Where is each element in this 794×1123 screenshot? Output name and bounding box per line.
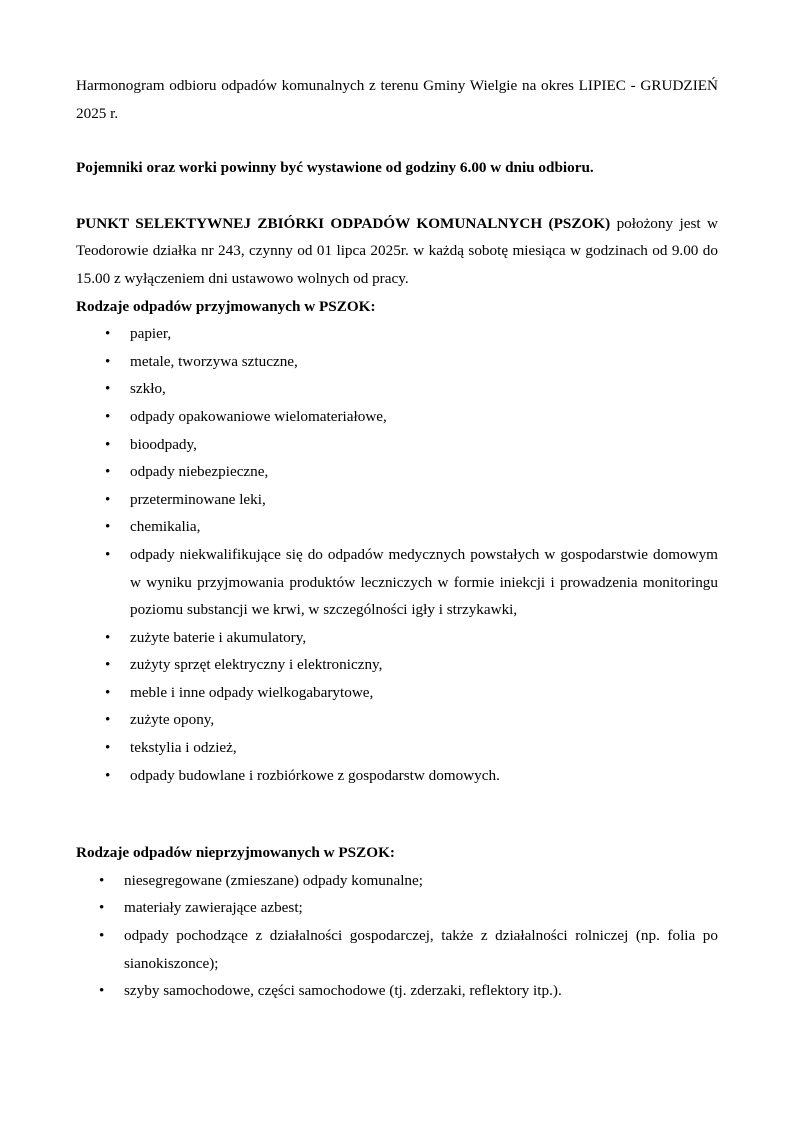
list-item	[76, 894, 718, 922]
list-item	[76, 375, 718, 403]
list-item	[76, 867, 718, 895]
accepted-heading: Rodzaje odpadów przyjmowanych w PSZOK:	[76, 297, 376, 315]
bullet-icon: •	[105, 352, 111, 370]
list-item-text: materiały zawierające azbest;	[124, 899, 303, 917]
bullet-icon: •	[105, 518, 111, 536]
list-item-text: bioodpady,	[130, 435, 197, 453]
schedule-intro: Harmonogram odbioru odpadów komunalnych z terenu Gminy Wielgie na okres LIPIEC - GRUDZIEŃ 2025 r.	[76, 77, 718, 122]
bullet-icon: •	[105, 711, 111, 729]
list-item	[76, 651, 718, 679]
bullet-icon: •	[105, 407, 111, 425]
list-item-text: odpady budowlane i rozbiórkowe z gospodarstw domowych.	[130, 766, 500, 784]
bullet-icon: •	[99, 927, 105, 945]
pszok-description: położony jest w Teodorowie działka nr 243, czynny od 01 lipca 2025r. w każdą sobotę miesiąca w godzinach od 9.00 do 15.00 z wyłączeniem dni ustawowo wolnych od pracy.	[76, 214, 718, 287]
list-item-text: odpady opakowaniowe wielomateriałowe,	[130, 407, 387, 425]
bullet-icon: •	[105, 463, 111, 481]
pszok-title: PUNKT SELEKTYWNEJ ZBIÓRKI ODPADÓW KOMUNALNYCH (PSZOK)	[76, 214, 611, 232]
bullet-icon: •	[105, 490, 111, 508]
list-item	[76, 320, 718, 348]
list-item-text: przeterminowane leki,	[130, 490, 266, 508]
bullet-icon: •	[99, 899, 105, 917]
list-item-text: niesegregowane (zmieszane) odpady komunalne;	[124, 871, 423, 889]
bullet-icon: •	[105, 380, 111, 398]
list-item	[76, 706, 718, 734]
bullet-icon: •	[105, 435, 111, 453]
list-item	[76, 431, 718, 459]
list-item	[76, 458, 718, 486]
bullet-icon: •	[99, 982, 105, 1000]
bullet-icon: •	[105, 766, 111, 784]
list-item	[76, 762, 718, 790]
list-item-text: meble i inne odpady wielkogabarytowe,	[130, 683, 374, 701]
list-item-text: odpady niebezpieczne,	[130, 463, 269, 481]
list-item-text: tekstylia i odzież,	[130, 739, 237, 757]
list-item-text: zużyte baterie i akumulatory,	[130, 628, 307, 646]
collection-notice: Pojemniki oraz worki powinny być wystawione od godziny 6.00 w dniu odbioru.	[76, 159, 594, 177]
bullet-icon: •	[105, 628, 111, 646]
list-item-text: szkło,	[130, 380, 166, 398]
list-item	[76, 403, 718, 431]
bullet-icon: •	[105, 683, 111, 701]
list-item-text: odpady pochodzące z działalności gospodarczej, także z działalności rolniczej (np. folia po sianokiszonce);	[124, 927, 718, 972]
list-item-text: zużyte opony,	[130, 711, 215, 729]
bullet-icon: •	[105, 739, 111, 757]
list-item-text: metale, tworzywa sztuczne,	[130, 352, 298, 370]
bullet-icon: •	[99, 871, 105, 889]
pszok-paragraph	[76, 210, 718, 293]
document-body	[76, 72, 718, 1005]
bullet-icon: •	[105, 545, 111, 563]
bullet-icon: •	[105, 325, 111, 343]
list-item	[76, 486, 718, 514]
rejected-heading: Rodzaje odpadów nieprzyjmowanych w PSZOK:	[76, 844, 395, 862]
list-item-text: zużyty sprzęt elektryczny i elektroniczny,	[130, 656, 383, 674]
list-item	[76, 734, 718, 762]
list-item	[76, 624, 718, 652]
accepted-list	[76, 320, 718, 789]
list-item-text: chemikalia,	[130, 518, 201, 536]
list-item	[76, 348, 718, 376]
list-item-text: szyby samochodowe, części samochodowe (tj. zderzaki, reflektory itp.).	[124, 982, 562, 1000]
bullet-icon: •	[105, 656, 111, 674]
list-item	[76, 513, 718, 541]
list-item	[76, 679, 718, 707]
list-item-text: papier,	[130, 325, 172, 343]
list-item	[76, 977, 718, 1005]
list-item	[76, 922, 718, 977]
list-item	[76, 541, 718, 624]
list-item-text: odpady niekwalifikujące się do odpadów medycznych powstałych w gospodarstwie domowym w wyniku przyjmowania produktów leczniczych w formie iniekcji i prowadzenia monitoringu poziomu substancji we krwi, w szczególności igły i strzykawki,	[130, 545, 718, 619]
rejected-list	[76, 867, 718, 1005]
